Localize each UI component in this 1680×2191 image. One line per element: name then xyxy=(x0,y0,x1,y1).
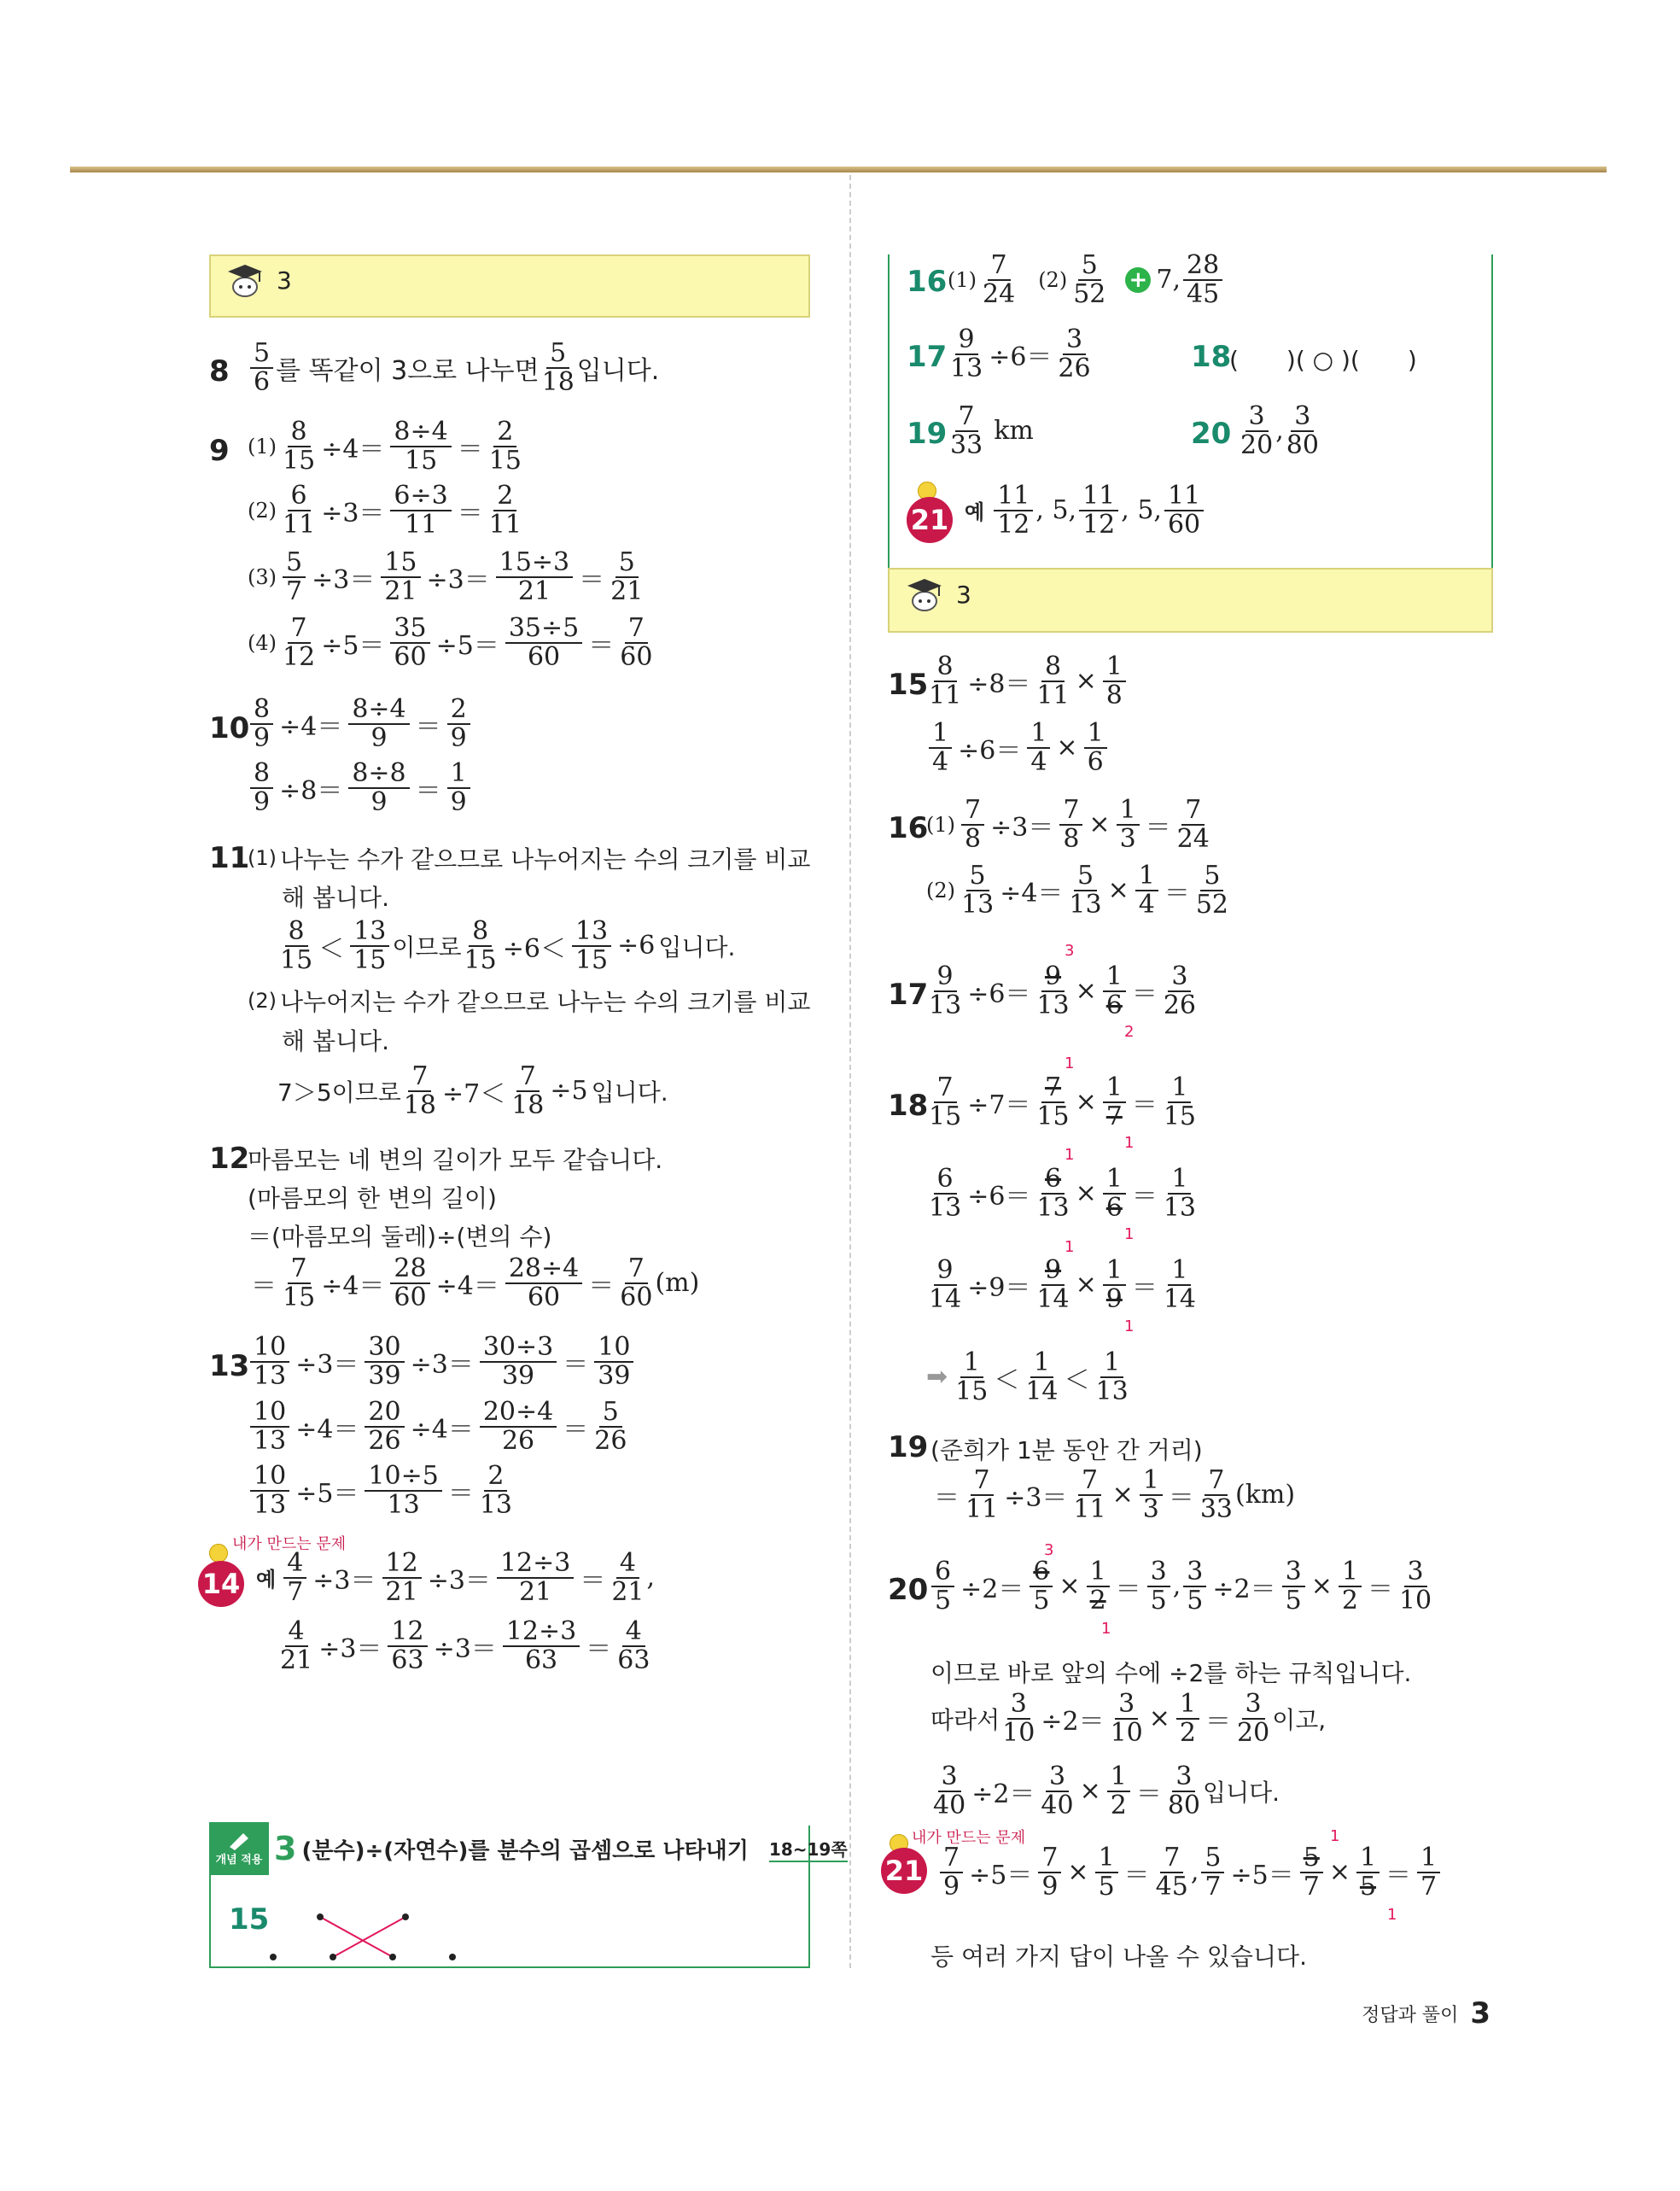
r-q16-part1: (1) $\frac{7}{8}$ ÷3＝ $\frac{7}{8}$ × $\frac{1}{3}$ ＝ $\frac{7}{24}$ xyxy=(926,795,1210,854)
answer-box-top-left-content xyxy=(224,261,292,299)
cancel-mark: 1 xyxy=(1101,1620,1111,1638)
footer-label: 정답과 풀이 xyxy=(1362,2004,1459,2026)
q12-line: ＝ $\frac{7}{15}$ ÷4＝ $\frac{28}{60}$ ÷4＝ $\frac{28\div 4}{60}$ ＝ $\frac{7}{60}$ (m) xyxy=(251,1253,700,1312)
q8-number: 8 xyxy=(209,354,230,389)
plus-icon: + xyxy=(1125,267,1151,293)
r-q16-part2: (2) $\frac{5}{13}$ ÷4＝ $\frac{5}{13}$ × $\frac{1}{4}$ ＝ $\frac{5}{52}$ xyxy=(926,861,1229,920)
q8-text: 를 똑같이 3으로 나누면 xyxy=(276,355,540,386)
r-q18-number: 18 xyxy=(888,1089,929,1123)
r-q17-line: $\frac{9}{13}$ ÷6＝ $\frac{9}{13}$ × $\frac{1}{6}$ ＝ $\frac{3}{26}$ xyxy=(929,961,1197,1020)
q16a-number: 16 xyxy=(907,265,948,299)
q13-line3: $\frac{10}{13}$ ÷5＝ $\frac{10\div 5}{13}$ ＝ $\frac{2}{13}$ xyxy=(248,1463,515,1518)
q12-text2: (마름모의 한 변의 길이) xyxy=(248,1184,497,1212)
answer-box-mid-right xyxy=(888,568,1493,633)
q19a-line: $\frac{7}{33}$ km xyxy=(950,401,1034,460)
q8-text-end: 입니다. xyxy=(576,355,660,386)
fraction: $\frac{5}{6}$ xyxy=(250,340,273,395)
cancel-mark: 1 xyxy=(1065,1055,1075,1072)
r-q21-line: $\frac{7}{9}$ ÷5＝ $\frac{7}{9}$ × $\frac{1}{5}$ ＝ $\frac{7}{45}$ , $\frac{5}{7}$ ÷5＝ $\frac{5}{7}$ × $\frac{1}{5}$ ＝ $\frac{1}{7}$ xyxy=(937,1844,1443,1900)
answer-box-top-left xyxy=(209,254,810,318)
r-q20-number: 20 xyxy=(888,1573,929,1607)
r-q15-line2: $\frac{1}{4}$ ÷6＝ $\frac{1}{4}$ × $\frac{1}{6}$ xyxy=(926,720,1110,775)
r-q21-label: 내가 만드는 문제 xyxy=(912,1829,1026,1847)
q20a-line: $\frac{3}{20}$ , $\frac{3}{80}$ xyxy=(1240,401,1319,460)
r-q20-line2: 따라서 $\frac{3}{10}$ ÷2＝ $\frac{3}{10}$ × $\frac{1}{2}$ ＝ $\frac{3}{20}$ 이고, xyxy=(930,1689,1327,1748)
cancel-mark: 1 xyxy=(1124,1225,1135,1243)
q9-part4: (4) $\frac{7}{12}$ ÷5＝ $\frac{35}{60}$ ÷5＝ $\frac{35\div 5}{60}$ ＝ $\frac{7}{60}$ xyxy=(248,613,653,672)
cancel-mark: 1 xyxy=(1065,1238,1075,1256)
q10-line2: $\frac{8}{9}$ ÷8＝ $\frac{8\div 8}{9}$ ＝ $\frac{1}{9}$ xyxy=(248,760,473,815)
cancel-mark: 1 xyxy=(1330,1827,1340,1845)
q14-line1: 예 $\frac{4}{7}$ ÷3＝ $\frac{12}{21}$ ÷3＝ $\frac{12\div 3}{21}$ ＝ $\frac{4}{21}$ , xyxy=(256,1548,656,1607)
q11-text2b: 해 봅니다. xyxy=(282,1027,389,1055)
q9-part3: (3) $\frac{5}{7}$ ÷3＝ $\frac{15}{21}$ ÷3＝ $\frac{15\div 3}{21}$ ＝ $\frac{5}{21}$ xyxy=(248,547,644,606)
cancel-mark: 2 xyxy=(1124,1023,1135,1041)
r-q20-text1: 이므로 바로 앞의 수에 ÷2를 하는 규칙입니다. xyxy=(930,1659,1412,1687)
q11-number: 11 xyxy=(209,841,250,875)
q11-text2: (2) 나누어지는 수가 같으므로 나누는 수의 크기를 비교 xyxy=(248,988,811,1016)
q11-line2: 7＞5이므로 $\frac{7}{18}$ ÷7＜ $\frac{7}{18}$ ÷5 입니다. xyxy=(277,1061,668,1120)
cancel-mark: 1 xyxy=(1124,1318,1135,1335)
q10-number: 10 xyxy=(209,711,250,745)
r-q21-text: 등 여러 가지 답이 나올 수 있습니다. xyxy=(930,1943,1307,1971)
q17a-line: $\frac{9}{13}$ ÷6＝ $\frac{3}{26}$ xyxy=(950,324,1091,383)
q15-match-number: 15 xyxy=(229,1902,270,1937)
r-q15-line1: $\frac{8}{11}$ ÷8＝ $\frac{8}{11}$ × $\frac{1}{8}$ xyxy=(926,653,1129,709)
cancel-mark: 1 xyxy=(1065,1146,1075,1164)
q18a-number: 18 xyxy=(1191,340,1232,374)
r-q15-number: 15 xyxy=(888,668,929,702)
q9-number: 9 xyxy=(209,434,230,468)
q12-text1: 마름모는 네 변의 길이가 모두 같습니다. xyxy=(248,1146,663,1174)
section-pages: 18~19쪽 xyxy=(769,1836,848,1862)
r-q19-number: 19 xyxy=(888,1430,929,1464)
cancel-mark: 3 xyxy=(1065,942,1075,960)
q13-number: 13 xyxy=(209,1349,250,1383)
q9-part1: (1) $\frac{8}{15}$ ÷4＝ $\frac{8\div 4}{15}$ ＝ $\frac{2}{15}$ xyxy=(248,417,522,476)
r-q20-line3: $\frac{3}{40}$ ÷2＝ $\frac{3}{40}$ × $\frac{1}{2}$ ＝ $\frac{3}{80}$ 입니다. xyxy=(933,1762,1280,1820)
q13-line1: $\frac{10}{13}$ ÷3＝ $\frac{30}{39}$ ÷3＝ $\frac{30\div 3}{39}$ ＝ $\frac{10}{39}$ xyxy=(248,1334,636,1389)
section-badge: 개념 적용 xyxy=(209,1822,269,1875)
q10-line1: $\frac{8}{9}$ ÷4＝ $\frac{8\div 4}{9}$ ＝ $\frac{2}{9}$ xyxy=(248,696,473,751)
r-q20-line1: $\frac{6}{5}$ ÷2＝ $\frac{6}{5}$ × $\frac{1}{2}$ ＝ $\frac{3}{5}$ , $\frac{3}{5}$ ÷2＝ $\frac{3}{5}$ × $\frac{1}{2}$ ＝ $\frac{3}{10}$ xyxy=(929,1558,1434,1614)
q14-line2: $\frac{4}{21}$ ÷3＝ $\frac{12}{63}$ ÷3＝ $\frac{12\div 3}{63}$ ＝ $\frac{4}{63}$ xyxy=(280,1616,650,1675)
q16a-line: (1) $\frac{7}{24}$ (2) $\frac{5}{52}$ + 7, $\frac{28}{45}$ xyxy=(948,252,1225,307)
fraction: $\frac{5}{18}$ xyxy=(541,338,575,397)
r-q19-line: ＝ $\frac{7}{11}$ ÷3＝ $\frac{7}{11}$ × $\frac{1}{3}$ ＝ $\frac{7}{33}$ (km) xyxy=(934,1465,1296,1524)
cancel-mark: 1 xyxy=(1124,1134,1135,1152)
r-q18-line2: $\frac{6}{13}$ ÷6＝ $\frac{6}{13}$ × $\frac{1}{6}$ ＝ $\frac{1}{13}$ xyxy=(929,1164,1197,1223)
smile-icon xyxy=(209,1544,228,1563)
pencil-hand-icon xyxy=(228,1832,250,1850)
r-q21-badge: 21 xyxy=(881,1848,927,1894)
page-footer xyxy=(1362,1996,1490,2030)
q11-line1: $\frac{8}{15}$ ＜ $\frac{13}{15}$ 이므로 $\frac{8}{15}$ ÷6＜ $\frac{13}{15}$ ÷6 입니다. xyxy=(280,916,736,975)
graduation-cap-icon xyxy=(903,576,946,613)
r-q18-line3: $\frac{9}{14}$ ÷9＝ $\frac{9}{14}$ × $\frac{1}{9}$ ＝ $\frac{1}{14}$ xyxy=(929,1255,1197,1314)
q18a-text: ( )( ○ )( ) xyxy=(1229,346,1417,374)
cancel-mark: 1 xyxy=(1387,1906,1397,1924)
r-q16-number: 16 xyxy=(888,811,929,845)
column-divider xyxy=(849,175,851,1968)
q14-label: 내가 만드는 문제 xyxy=(232,1535,347,1553)
q19a-number: 19 xyxy=(907,417,948,451)
arrow-right-icon: ➡ xyxy=(926,1362,948,1392)
r-q17-number: 17 xyxy=(888,978,929,1012)
q8-line xyxy=(248,340,659,395)
q21a-line: 예 $\frac{11}{12}$ , 5, $\frac{11}{12}$ , 5, $\frac{11}{60}$ xyxy=(965,482,1206,538)
matching-diagram xyxy=(256,1904,478,1972)
section-title: (분수)÷(자연수)를 분수의 곱셈으로 나타내기 xyxy=(301,1838,749,1864)
q9-part2: (2) $\frac{6}{11}$ ÷3＝ $\frac{6\div 3}{11}$ ＝ $\frac{2}{11}$ xyxy=(248,481,522,540)
r-q18-compare: ➡ $\frac{1}{15}$ ＜ $\frac{1}{14}$ ＜ $\frac{1}{13}$ xyxy=(926,1347,1129,1406)
answer-box-mid-right-content: 3 xyxy=(903,576,971,613)
q13-line2: $\frac{10}{13}$ ÷4＝ $\frac{20}{26}$ ÷4＝ $\frac{20\div 4}{26}$ ＝ $\frac{5}{26}$ xyxy=(248,1399,629,1454)
graduation-cap-icon xyxy=(224,261,266,299)
q21a-badge: 21 xyxy=(907,497,953,543)
page-number: 3 xyxy=(1470,1996,1490,2030)
r-q18-line1: $\frac{7}{15}$ ÷7＝ $\frac{7}{15}$ × $\frac{1}{7}$ ＝ $\frac{1}{15}$ xyxy=(929,1072,1197,1131)
q20a-number: 20 xyxy=(1191,417,1232,451)
r-q19-text: (준희가 1분 동안 간 거리) xyxy=(930,1436,1203,1464)
q14-badge: 14 xyxy=(198,1561,244,1607)
top-rule xyxy=(70,167,1607,172)
q17a-number: 17 xyxy=(907,340,948,374)
q11-text1: (1) 나누는 수가 같으므로 나누어지는 수의 크기를 비교 xyxy=(248,845,811,873)
section-number: 3 xyxy=(274,1830,297,1867)
box-value: 3 xyxy=(277,266,292,295)
cancel-mark: 3 xyxy=(1044,1541,1054,1559)
q11-text1b: 해 봅니다. xyxy=(282,884,389,912)
q12-text3: ＝(마름모의 둘레)÷(변의 수) xyxy=(248,1223,552,1251)
q12-number: 12 xyxy=(209,1142,250,1176)
section-header xyxy=(209,1822,848,1875)
